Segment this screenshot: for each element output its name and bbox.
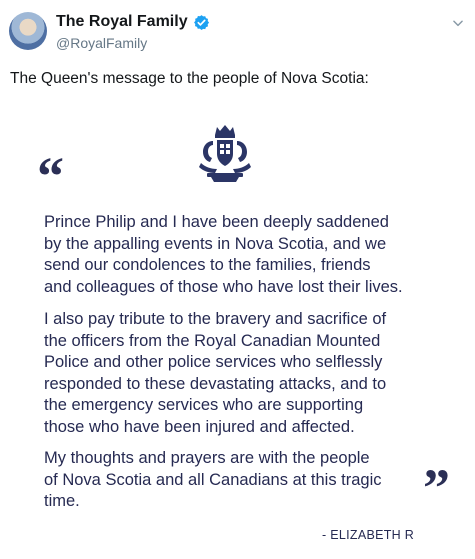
- tweet-header: [0, 0, 475, 64]
- chevron-down-icon[interactable]: [451, 16, 465, 30]
- tweet-text: The Queen's message to the people of Nova Scotia:: [10, 70, 369, 87]
- author-handle[interactable]: @RoyalFamily: [56, 35, 148, 51]
- letter-line: the officers from the Royal Canadian Mounted: [44, 331, 381, 350]
- letter-line: Police and other police services who selflessly: [44, 353, 383, 372]
- letter-paragraph-2: [44, 309, 464, 439]
- letter-line: by the appalling events in Nova Scotia, and we: [44, 234, 387, 253]
- letter-line: and colleagues of those who have lost their lives.: [44, 277, 403, 296]
- attached-letter-image[interactable]: [8, 103, 467, 559]
- avatar[interactable]: [9, 12, 47, 50]
- letter-line: time.: [44, 492, 80, 511]
- closing-quote-mark: ”: [423, 458, 450, 518]
- letter-line: Prince Philip and I have been deeply saddened: [44, 213, 389, 231]
- royal-crest-icon: [193, 123, 257, 185]
- letter-line: the emergency services who are supporting: [44, 396, 364, 415]
- author-name[interactable]: [56, 13, 210, 31]
- letter-paragraph-1: [44, 212, 464, 298]
- verified-badge-icon: [193, 14, 210, 31]
- letter-line: send our condolences to the families, friends: [44, 256, 371, 275]
- opening-quote-mark: “: [37, 146, 64, 206]
- letter-paragraph-3: [44, 448, 464, 518]
- letter-line: responded to these devastating attacks, and to: [44, 374, 387, 393]
- author-name-text[interactable]: The Royal Family: [56, 13, 188, 30]
- signature: - ELIZABETH R: [322, 528, 415, 542]
- letter-line: I also pay tribute to the bravery and sacrifice of: [44, 310, 387, 328]
- letter-line: those who have been injured and affected.: [44, 417, 355, 436]
- letter-line: of Nova Scotia and all Canadians at this tragic: [44, 470, 382, 489]
- letter-line: My thoughts and prayers are with the people: [44, 449, 370, 467]
